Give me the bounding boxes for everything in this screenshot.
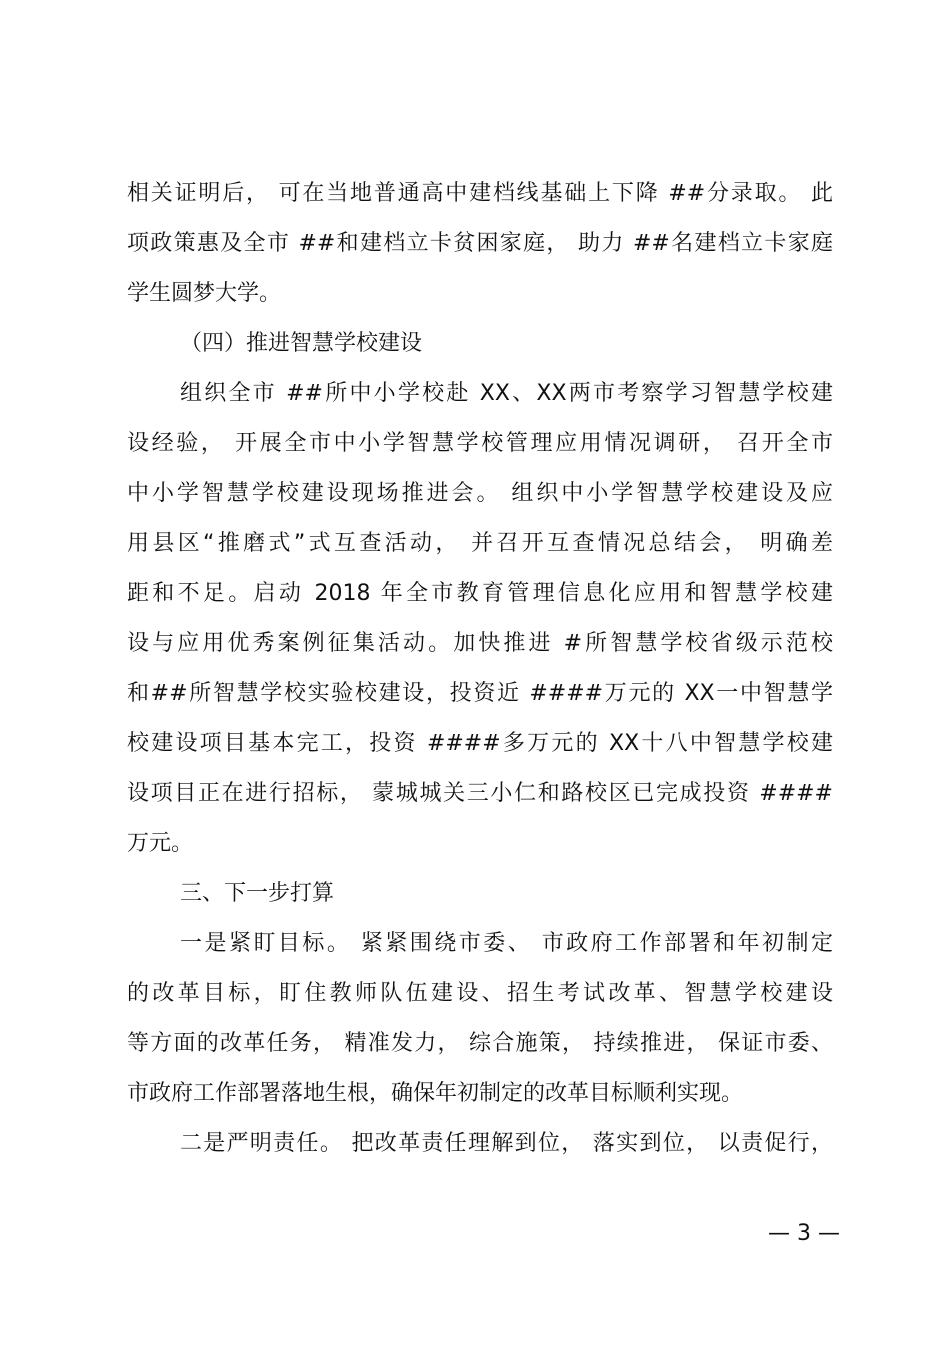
- text-line: 市政府工作部署落地生根，确保年初制定的改革目标顺利实现。: [127, 1081, 744, 1106]
- text-line: 的改革目标，盯住教师队伍建设、招生考试改革、智慧学校建设: [127, 981, 833, 1006]
- text-line: 一是紧盯目标。 紧紧围绕市委、 市政府工作部署和年初制定: [180, 931, 833, 956]
- page-number: — 3 —: [768, 1221, 840, 1246]
- section-heading: 三、下一步打算: [180, 881, 335, 906]
- text-line: 组织全市 ##所中小学校赴 XX、XX两市考察学习智慧学校建: [180, 381, 833, 406]
- text-line: 万元。: [127, 831, 194, 856]
- text-line: 设经验， 开展全市中小学智慧学校管理应用情况调研， 召开全市: [127, 431, 833, 456]
- text-line: 设项目正在进行招标， 蒙城城关三小仁和路校区已完成投资 ####: [127, 781, 833, 806]
- text-line: 用县区“推磨式”式互查活动， 并召开互查情况总结会， 明确差: [127, 531, 833, 556]
- text-line: 和##所智慧学校实验校建设，投资近 ####万元的 XX一中智慧学: [127, 681, 833, 706]
- text-line: 等方面的改革任务， 精准发力， 综合施策， 持续推进， 保证市委、: [127, 1031, 833, 1056]
- text-line: 项政策惠及全市 ##和建档立卡贫困家庭， 助力 ##名建档立卡家庭: [127, 231, 833, 256]
- text-line: 相关证明后， 可在当地普通高中建档线基础上下降 ##分录取。 此: [127, 181, 833, 206]
- text-line: 中小学智慧学校建设现场推进会。 组织中小学智慧学校建设及应: [127, 481, 833, 506]
- text-line: 设与应用优秀案例征集活动。加快推进 #所智慧学校省级示范校: [127, 631, 833, 656]
- text-line: 校建设项目基本完工，投资 ####多万元的 XX十八中智慧学校建: [127, 731, 833, 756]
- text-line: 二是严明责任。 把改革责任理解到位， 落实到位， 以责促行，: [180, 1131, 833, 1156]
- text-line: 学生圆梦大学。: [127, 281, 282, 306]
- section-heading: （四）推进智慧学校建设: [180, 331, 423, 356]
- text-line: 距和不足。启动 2018 年全市教育管理信息化应用和智慧学校建: [127, 581, 833, 606]
